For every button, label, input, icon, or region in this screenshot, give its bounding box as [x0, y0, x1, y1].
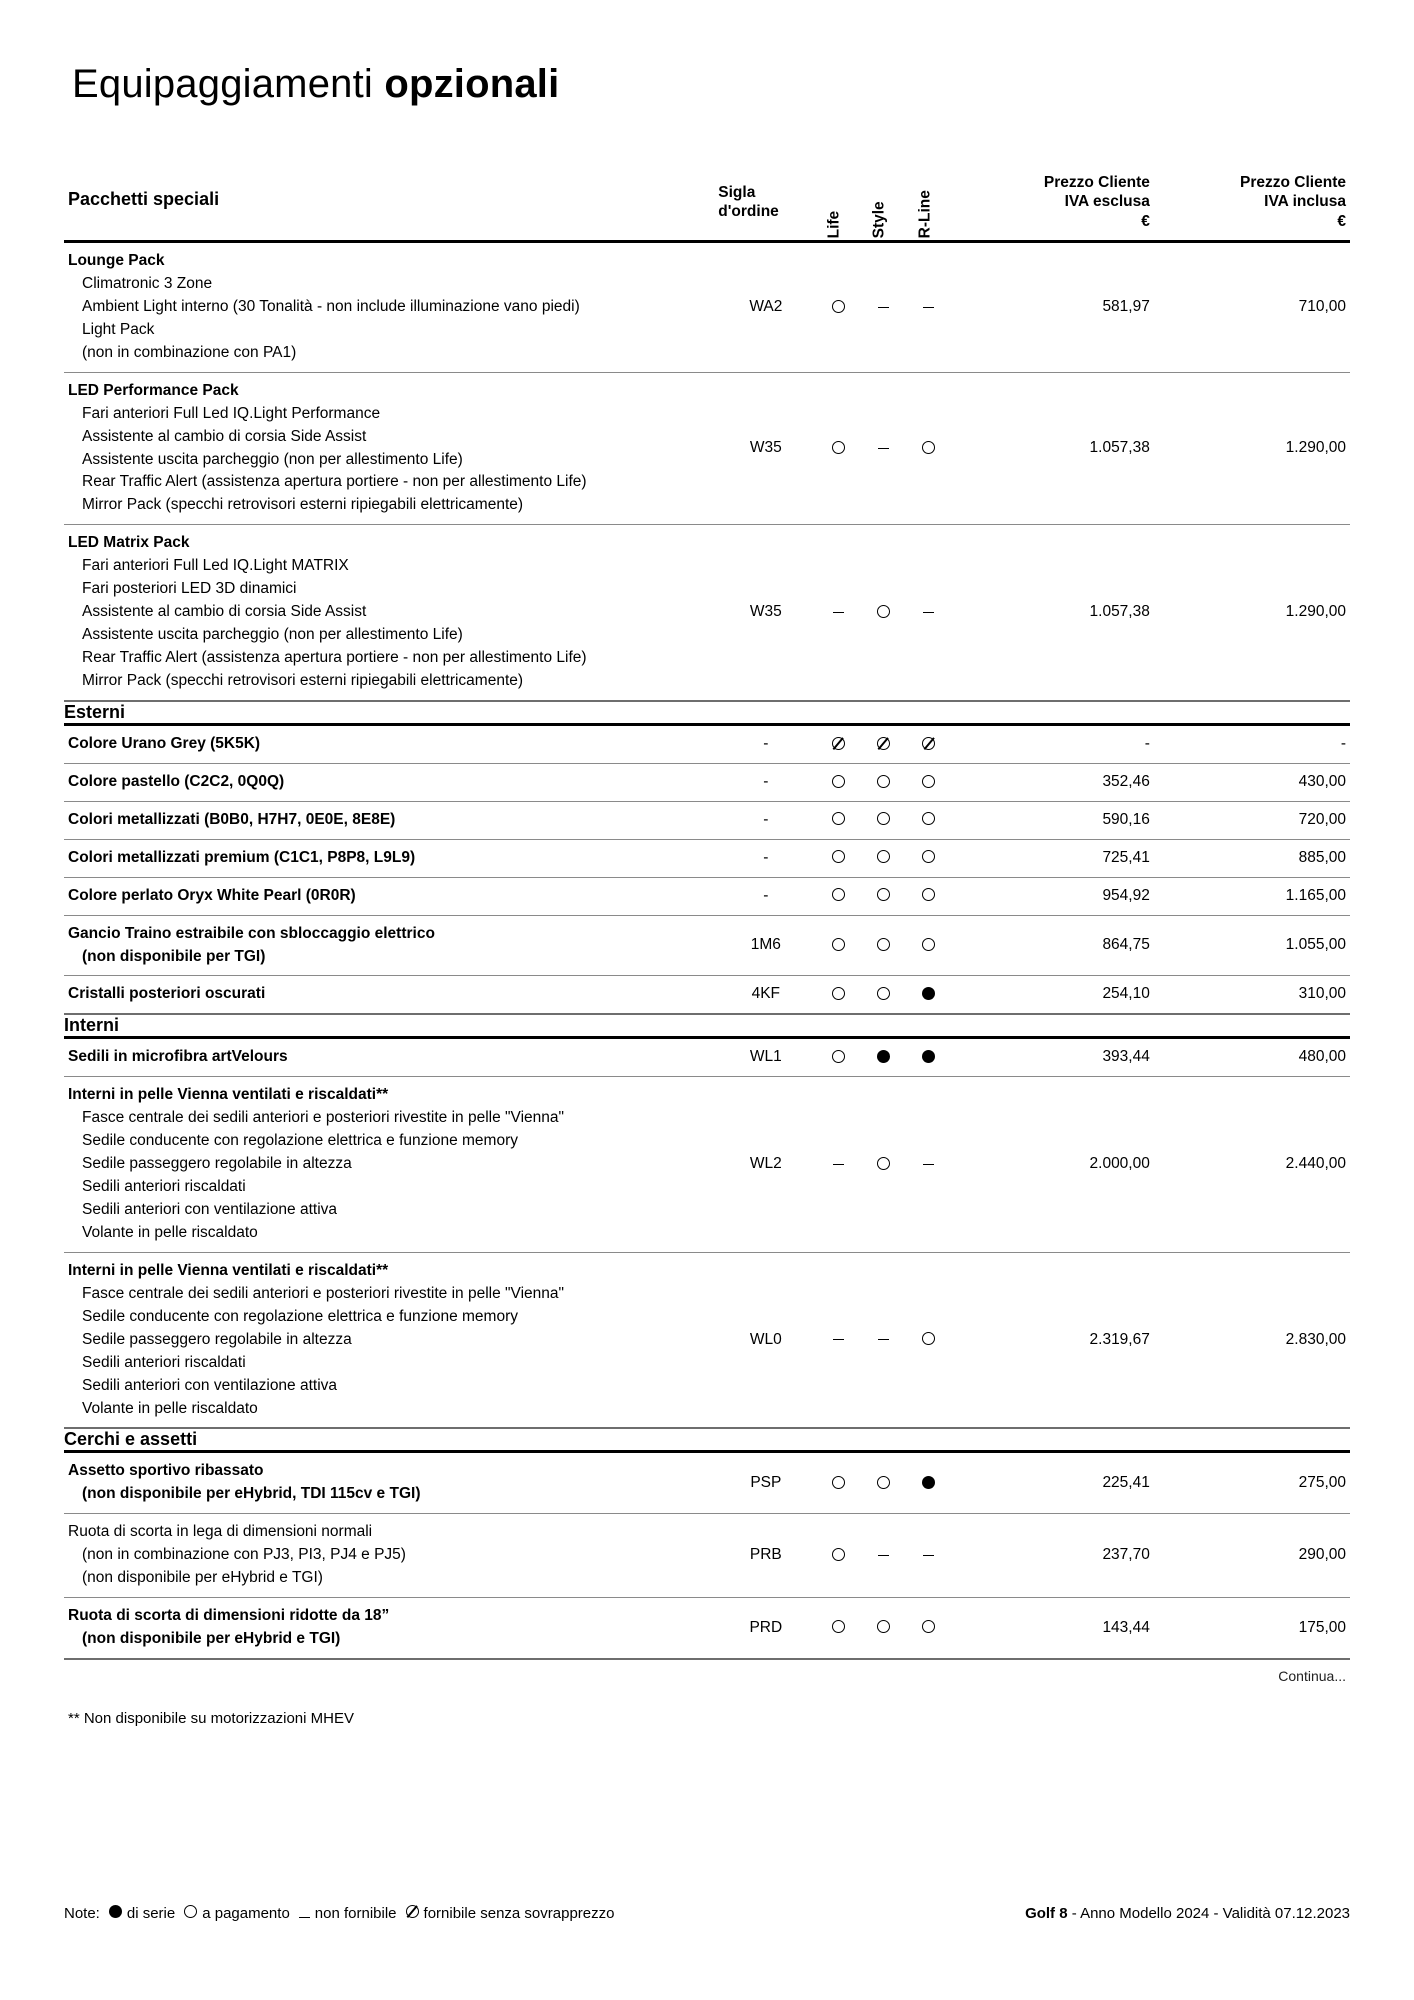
package-feature: Sedile passeggero regolabile in altezza — [82, 1330, 352, 1348]
legend-item — [184, 1905, 290, 1922]
row-price-net: 864,75 — [952, 915, 1154, 976]
row-code: PSP — [716, 1452, 815, 1514]
row-code: - — [716, 839, 815, 877]
symbol-open — [922, 1620, 935, 1633]
row-note: (non disponibile per eHybrid, TDI 115cv e TGI) — [82, 1485, 421, 1503]
row-price-gross: 275,00 — [1154, 1452, 1350, 1514]
package-rline-mark — [906, 1252, 951, 1428]
package-style-mark — [861, 242, 906, 373]
legend-items — [64, 1905, 614, 1922]
package-feature: Fari posteriori LED 3D dinamici — [82, 580, 297, 598]
package-price-gross: 2.830,00 — [1154, 1252, 1350, 1428]
symbol-open — [832, 938, 845, 951]
row-title: Colori metallizzati (B0B0, H7H7, 0E0E, 8E8E) — [68, 810, 396, 828]
package-life-mark — [815, 525, 860, 701]
symbol-dash — [923, 1555, 934, 1556]
row-rline-mark — [906, 976, 951, 1014]
row-description — [64, 724, 716, 763]
package-title: Interni in pelle Vienna ventilati e riscaldati** — [68, 1261, 389, 1279]
symbol-open — [877, 1620, 890, 1633]
symbol-open — [832, 775, 845, 788]
row-description — [64, 877, 716, 915]
row-style-mark — [861, 763, 906, 801]
row-style-mark — [861, 915, 906, 976]
symbol-dash — [923, 1164, 934, 1165]
package-feature: Volante in pelle riscaldato — [82, 1223, 258, 1241]
row-style-mark — [861, 839, 906, 877]
empty-cell — [861, 1014, 906, 1038]
section-header-esterni — [64, 701, 1350, 725]
symbol-open — [877, 812, 890, 825]
row-life-mark — [815, 877, 860, 915]
empty-cell — [1154, 701, 1350, 725]
table-row — [64, 1514, 1350, 1598]
package-feature: Climatronic 3 Zone — [82, 274, 213, 292]
symbol-open — [832, 1620, 845, 1633]
symbol-open — [922, 850, 935, 863]
row-description — [64, 763, 716, 801]
package-life-mark — [815, 1252, 860, 1428]
package-feature: Sedili anteriori riscaldati — [82, 1178, 246, 1196]
symbol-open — [832, 850, 845, 863]
row-rline-mark — [906, 763, 951, 801]
row-price-net: 954,92 — [952, 877, 1154, 915]
row-life-mark — [815, 1038, 860, 1077]
header-rline: R-Line — [906, 164, 951, 242]
row-life-mark — [815, 1452, 860, 1514]
row-rline-mark — [906, 839, 951, 877]
symbol-filled — [922, 987, 935, 1000]
header-price-net: Prezzo Cliente IVA esclusa € — [952, 164, 1154, 242]
package-style-mark — [861, 372, 906, 525]
package-description — [64, 1077, 716, 1253]
symbol-filled — [109, 1905, 122, 1918]
row-price-net: 725,41 — [952, 839, 1154, 877]
package-feature: Assistente uscita parcheggio (non per allestimento Life) — [82, 626, 463, 644]
row-price-gross: 480,00 — [1154, 1038, 1350, 1077]
row-life-mark — [815, 1598, 860, 1659]
empty-cell — [1154, 1428, 1350, 1452]
page-title-light: Equipaggiamenti — [72, 62, 385, 106]
package-code: W35 — [716, 372, 815, 525]
table-row — [64, 877, 1350, 915]
symbol-open — [877, 1476, 890, 1489]
table-row — [64, 839, 1350, 877]
package-description — [64, 525, 716, 701]
section-title-esterni: Esterni — [64, 701, 716, 725]
package-life-mark — [815, 242, 860, 373]
symbol-dash — [299, 1917, 310, 1918]
row-title: Assetto sportivo ribassato — [68, 1462, 264, 1480]
symbol-open — [922, 441, 935, 454]
section-header-interni — [64, 1014, 1350, 1038]
empty-cell — [906, 701, 951, 725]
row-title: Cristalli posteriori oscurati — [68, 985, 266, 1003]
empty-cell — [906, 1428, 951, 1452]
package-feature: Sedile conducente con regolazione elettrica e funzione memory — [82, 1307, 518, 1325]
package-row — [64, 1252, 1350, 1428]
symbol-open — [922, 888, 935, 901]
empty-cell — [716, 1428, 815, 1452]
header-price-gross: Prezzo Cliente IVA inclusa € — [1154, 164, 1350, 242]
row-price-gross: 175,00 — [1154, 1598, 1350, 1659]
symbol-filled — [922, 1050, 935, 1063]
legend-item-label: a pagamento — [202, 1905, 290, 1922]
row-code: 1M6 — [716, 915, 815, 976]
row-description — [64, 1038, 716, 1077]
row-description — [64, 915, 716, 976]
package-feature: Assistente al cambio di corsia Side Assist — [82, 603, 367, 621]
package-title: Interni in pelle Vienna ventilati e riscaldati** — [68, 1086, 389, 1104]
package-feature: Mirror Pack (specchi retrovisori esterni ripiegabili elettricamente) — [82, 496, 524, 514]
table-row — [64, 976, 1350, 1014]
row-title: Colore pastello (C2C2, 0Q0Q) — [68, 772, 285, 790]
row-rline-mark — [906, 877, 951, 915]
symbol-open — [922, 775, 935, 788]
section-title-cerchi: Cerchi e assetti — [64, 1428, 716, 1452]
package-style-mark — [861, 1077, 906, 1253]
symbol-open — [832, 812, 845, 825]
model-validity-text: - Anno Modello 2024 - Validità 07.12.2023 — [1067, 1905, 1350, 1922]
table-row — [64, 763, 1350, 801]
row-rline-mark — [906, 1038, 951, 1077]
symbol-open — [877, 888, 890, 901]
package-feature: Sedili anteriori con ventilazione attiva — [82, 1376, 338, 1394]
symbol-open — [922, 1332, 935, 1345]
row-price-gross: 1.165,00 — [1154, 877, 1350, 915]
empty-cell — [716, 701, 815, 725]
empty-cell — [861, 1428, 906, 1452]
package-feature: Mirror Pack (specchi retrovisori esterni ripiegabili elettricamente) — [82, 671, 524, 689]
symbol-open — [922, 938, 935, 951]
row-rline-mark — [906, 1598, 951, 1659]
package-life-mark — [815, 372, 860, 525]
symbol-open — [832, 300, 845, 313]
header-style: Style — [861, 164, 906, 242]
symbol-dash — [878, 1339, 889, 1340]
symbol-open — [832, 441, 845, 454]
options-table — [64, 164, 1350, 1660]
empty-cell — [952, 1428, 1154, 1452]
row-description — [64, 1598, 716, 1659]
package-rline-mark — [906, 242, 951, 373]
empty-cell — [952, 1014, 1154, 1038]
row-style-mark — [861, 1598, 906, 1659]
row-price-net: 237,70 — [952, 1514, 1154, 1598]
row-style-mark — [861, 877, 906, 915]
row-description — [64, 1514, 716, 1598]
empty-cell — [906, 1014, 951, 1038]
package-rline-mark — [906, 525, 951, 701]
package-title: LED Matrix Pack — [68, 534, 190, 552]
symbol-filled — [922, 1476, 935, 1489]
table-row — [64, 1038, 1350, 1077]
package-feature: Assistente uscita parcheggio (non per allestimento Life) — [82, 450, 463, 468]
empty-cell — [1154, 1014, 1350, 1038]
header-code: Sigla d'ordine — [716, 164, 815, 242]
symbol-open — [832, 1476, 845, 1489]
section-header-cerchi — [64, 1428, 1350, 1452]
row-note: (non disponibile per TGI) — [82, 947, 266, 965]
row-description — [64, 1452, 716, 1514]
package-price-net: 581,97 — [952, 242, 1154, 373]
table-row — [64, 724, 1350, 763]
symbol-open — [832, 1050, 845, 1063]
legend-item-label: di serie — [126, 1905, 176, 1922]
row-price-gross: 720,00 — [1154, 801, 1350, 839]
symbol-open — [877, 605, 890, 618]
row-title: Colore perlato Oryx White Pearl (0R0R) — [68, 886, 356, 904]
symbol-dash — [833, 1164, 844, 1165]
row-price-net: 393,44 — [952, 1038, 1154, 1077]
package-price-net: 2.319,67 — [952, 1252, 1154, 1428]
row-rline-mark — [906, 1452, 951, 1514]
row-style-mark — [861, 1514, 906, 1598]
legend-item — [406, 1905, 615, 1922]
row-title: Sedili in microfibra artVelours — [68, 1048, 288, 1066]
table-row — [64, 1452, 1350, 1514]
row-code: - — [716, 801, 815, 839]
row-description — [64, 976, 716, 1014]
package-feature: Fari anteriori Full Led IQ.Light Performance — [82, 404, 381, 422]
symbol-dash — [878, 448, 889, 449]
table-row — [64, 915, 1350, 976]
package-title: LED Performance Pack — [68, 381, 239, 399]
continua-label: Continua... — [1278, 1668, 1346, 1684]
symbol-slash — [922, 737, 935, 750]
empty-cell — [952, 701, 1154, 725]
package-feature: Fasce centrale dei sedili anteriori e posteriori rivestite in pelle "Vienna" — [82, 1109, 564, 1127]
symbol-open — [184, 1905, 197, 1918]
row-price-net: 352,46 — [952, 763, 1154, 801]
row-title: Ruota di scorta di dimensioni ridotte da 18” — [68, 1607, 390, 1625]
row-life-mark — [815, 976, 860, 1014]
row-price-net: 225,41 — [952, 1452, 1154, 1514]
symbol-dash — [833, 612, 844, 613]
package-feature: Fari anteriori Full Led IQ.Light MATRIX — [82, 557, 349, 575]
row-price-gross: 885,00 — [1154, 839, 1350, 877]
symbol-open — [877, 1157, 890, 1170]
header-life: Life — [815, 164, 860, 242]
row-code: PRB — [716, 1514, 815, 1598]
row-code: PRD — [716, 1598, 815, 1659]
package-code: WA2 — [716, 242, 815, 373]
symbol-dash — [923, 612, 934, 613]
row-title: Colori metallizzati premium (C1C1, P8P8, L9L9) — [68, 848, 416, 866]
symbol-open — [922, 812, 935, 825]
package-feature: Sedili anteriori con ventilazione attiva — [82, 1201, 338, 1218]
package-title: Lounge Pack — [68, 252, 165, 269]
model-name: Golf 8 — [1025, 1905, 1068, 1922]
table-header-row — [64, 164, 1350, 242]
symbol-dash — [923, 307, 934, 308]
row-rline-mark — [906, 801, 951, 839]
row-title: Gancio Traino estraibile con sbloccaggio elettrico — [68, 924, 435, 942]
package-description — [64, 242, 716, 373]
legend-note-label: Note: — [64, 1905, 100, 1922]
row-code: - — [716, 724, 815, 763]
empty-cell — [716, 1014, 815, 1038]
legend-item-label: non fornibile — [314, 1905, 397, 1922]
table-row — [64, 1598, 1350, 1659]
package-row — [64, 242, 1350, 373]
package-price-gross: 1.290,00 — [1154, 372, 1350, 525]
package-price-gross: 710,00 — [1154, 242, 1350, 373]
row-code: - — [716, 877, 815, 915]
footnote-mhev: ** Non disponibile su motorizzazioni MHEV — [68, 1710, 354, 1727]
symbol-slash — [406, 1905, 419, 1918]
page-title-bold: opzionali — [384, 62, 560, 106]
symbol-open — [832, 888, 845, 901]
row-style-mark — [861, 724, 906, 763]
package-code: WL2 — [716, 1077, 815, 1253]
symbol-open — [832, 987, 845, 1000]
symbol-open — [877, 775, 890, 788]
package-feature: Fasce centrale dei sedili anteriori e posteriori rivestite in pelle "Vienna" — [82, 1284, 564, 1302]
package-rline-mark — [906, 1077, 951, 1253]
row-title: Ruota di scorta in lega di dimensioni normali — [68, 1523, 373, 1541]
package-price-gross: 2.440,00 — [1154, 1077, 1350, 1253]
legend-item-label: fornibile senza sovrapprezzo — [423, 1905, 615, 1922]
row-price-gross: - — [1154, 724, 1350, 763]
package-feature: Rear Traffic Alert (assistenza apertura portiere - non per allestimento Life) — [82, 649, 587, 666]
package-price-net: 1.057,38 — [952, 372, 1154, 525]
package-feature: (non in combinazione con PA1) — [82, 343, 297, 361]
row-code: 4KF — [716, 976, 815, 1014]
package-row — [64, 1077, 1350, 1253]
row-life-mark — [815, 801, 860, 839]
row-price-gross: 310,00 — [1154, 976, 1350, 1014]
package-feature: Rear Traffic Alert (assistenza apertura portiere - non per allestimento Life) — [82, 473, 587, 491]
row-price-gross: 1.055,00 — [1154, 915, 1350, 976]
package-row — [64, 525, 1350, 701]
symbol-slash — [832, 737, 845, 750]
table-row — [64, 801, 1350, 839]
row-rline-mark — [906, 1514, 951, 1598]
row-style-mark — [861, 1452, 906, 1514]
row-style-mark — [861, 976, 906, 1014]
row-life-mark — [815, 763, 860, 801]
symbol-slash — [877, 737, 890, 750]
row-style-mark — [861, 1038, 906, 1077]
empty-cell — [815, 1428, 860, 1452]
package-code: WL0 — [716, 1252, 815, 1428]
empty-cell — [815, 701, 860, 725]
package-price-gross: 1.290,00 — [1154, 525, 1350, 701]
row-title: Colore Urano Grey (5K5K) — [68, 734, 261, 752]
model-validity — [1025, 1905, 1350, 1922]
package-description — [64, 372, 716, 525]
legend-item — [299, 1905, 397, 1922]
row-price-gross: 430,00 — [1154, 763, 1350, 801]
package-style-mark — [861, 525, 906, 701]
symbol-open — [877, 987, 890, 1000]
symbol-open — [877, 938, 890, 951]
row-price-net: 590,16 — [952, 801, 1154, 839]
package-feature: Sedile passeggero regolabile in altezza — [82, 1155, 352, 1173]
symbol-open — [832, 1548, 845, 1561]
legend-bar — [64, 1905, 1350, 1922]
package-style-mark — [861, 1252, 906, 1428]
package-rline-mark — [906, 372, 951, 525]
header-section-label: Pacchetti speciali — [64, 164, 716, 242]
package-feature: Light Pack — [82, 320, 155, 338]
symbol-open — [877, 850, 890, 863]
row-code: - — [716, 763, 815, 801]
row-description — [64, 801, 716, 839]
package-feature: Sedile conducente con regolazione elettrica e funzione memory — [82, 1132, 518, 1150]
row-price-gross: 290,00 — [1154, 1514, 1350, 1598]
symbol-dash — [878, 1555, 889, 1556]
row-style-mark — [861, 801, 906, 839]
package-feature: Assistente al cambio di corsia Side Assist — [82, 427, 367, 445]
empty-cell — [861, 701, 906, 725]
row-life-mark — [815, 1514, 860, 1598]
row-price-net: 143,44 — [952, 1598, 1154, 1659]
row-description — [64, 839, 716, 877]
empty-cell — [815, 1014, 860, 1038]
row-note: (non in combinazione con PJ3, PI3, PJ4 e PJ5) — [82, 1546, 406, 1564]
package-feature: Ambient Light interno (30 Tonalità - non include illuminazione vano piedi) — [82, 297, 580, 315]
page-title — [72, 62, 1350, 106]
package-row — [64, 372, 1350, 525]
symbol-filled — [877, 1050, 890, 1063]
row-code: WL1 — [716, 1038, 815, 1077]
symbol-dash — [833, 1339, 844, 1340]
package-feature: Volante in pelle riscaldato — [82, 1399, 258, 1417]
row-life-mark — [815, 839, 860, 877]
package-description — [64, 1252, 716, 1428]
row-price-net: - — [952, 724, 1154, 763]
section-title-interni: Interni — [64, 1014, 716, 1038]
row-note: (non disponibile per eHybrid e TGI) — [82, 1630, 341, 1648]
row-price-net: 254,10 — [952, 976, 1154, 1014]
legend-item — [109, 1905, 175, 1922]
package-life-mark — [815, 1077, 860, 1253]
row-rline-mark — [906, 915, 951, 976]
package-price-net: 2.000,00 — [952, 1077, 1154, 1253]
row-life-mark — [815, 915, 860, 976]
row-life-mark — [815, 724, 860, 763]
row-rline-mark — [906, 724, 951, 763]
package-code: W35 — [716, 525, 815, 701]
package-feature: Sedili anteriori riscaldati — [82, 1353, 246, 1371]
symbol-dash — [878, 307, 889, 308]
package-price-net: 1.057,38 — [952, 525, 1154, 701]
row-note: (non disponibile per eHybrid e TGI) — [82, 1569, 323, 1587]
